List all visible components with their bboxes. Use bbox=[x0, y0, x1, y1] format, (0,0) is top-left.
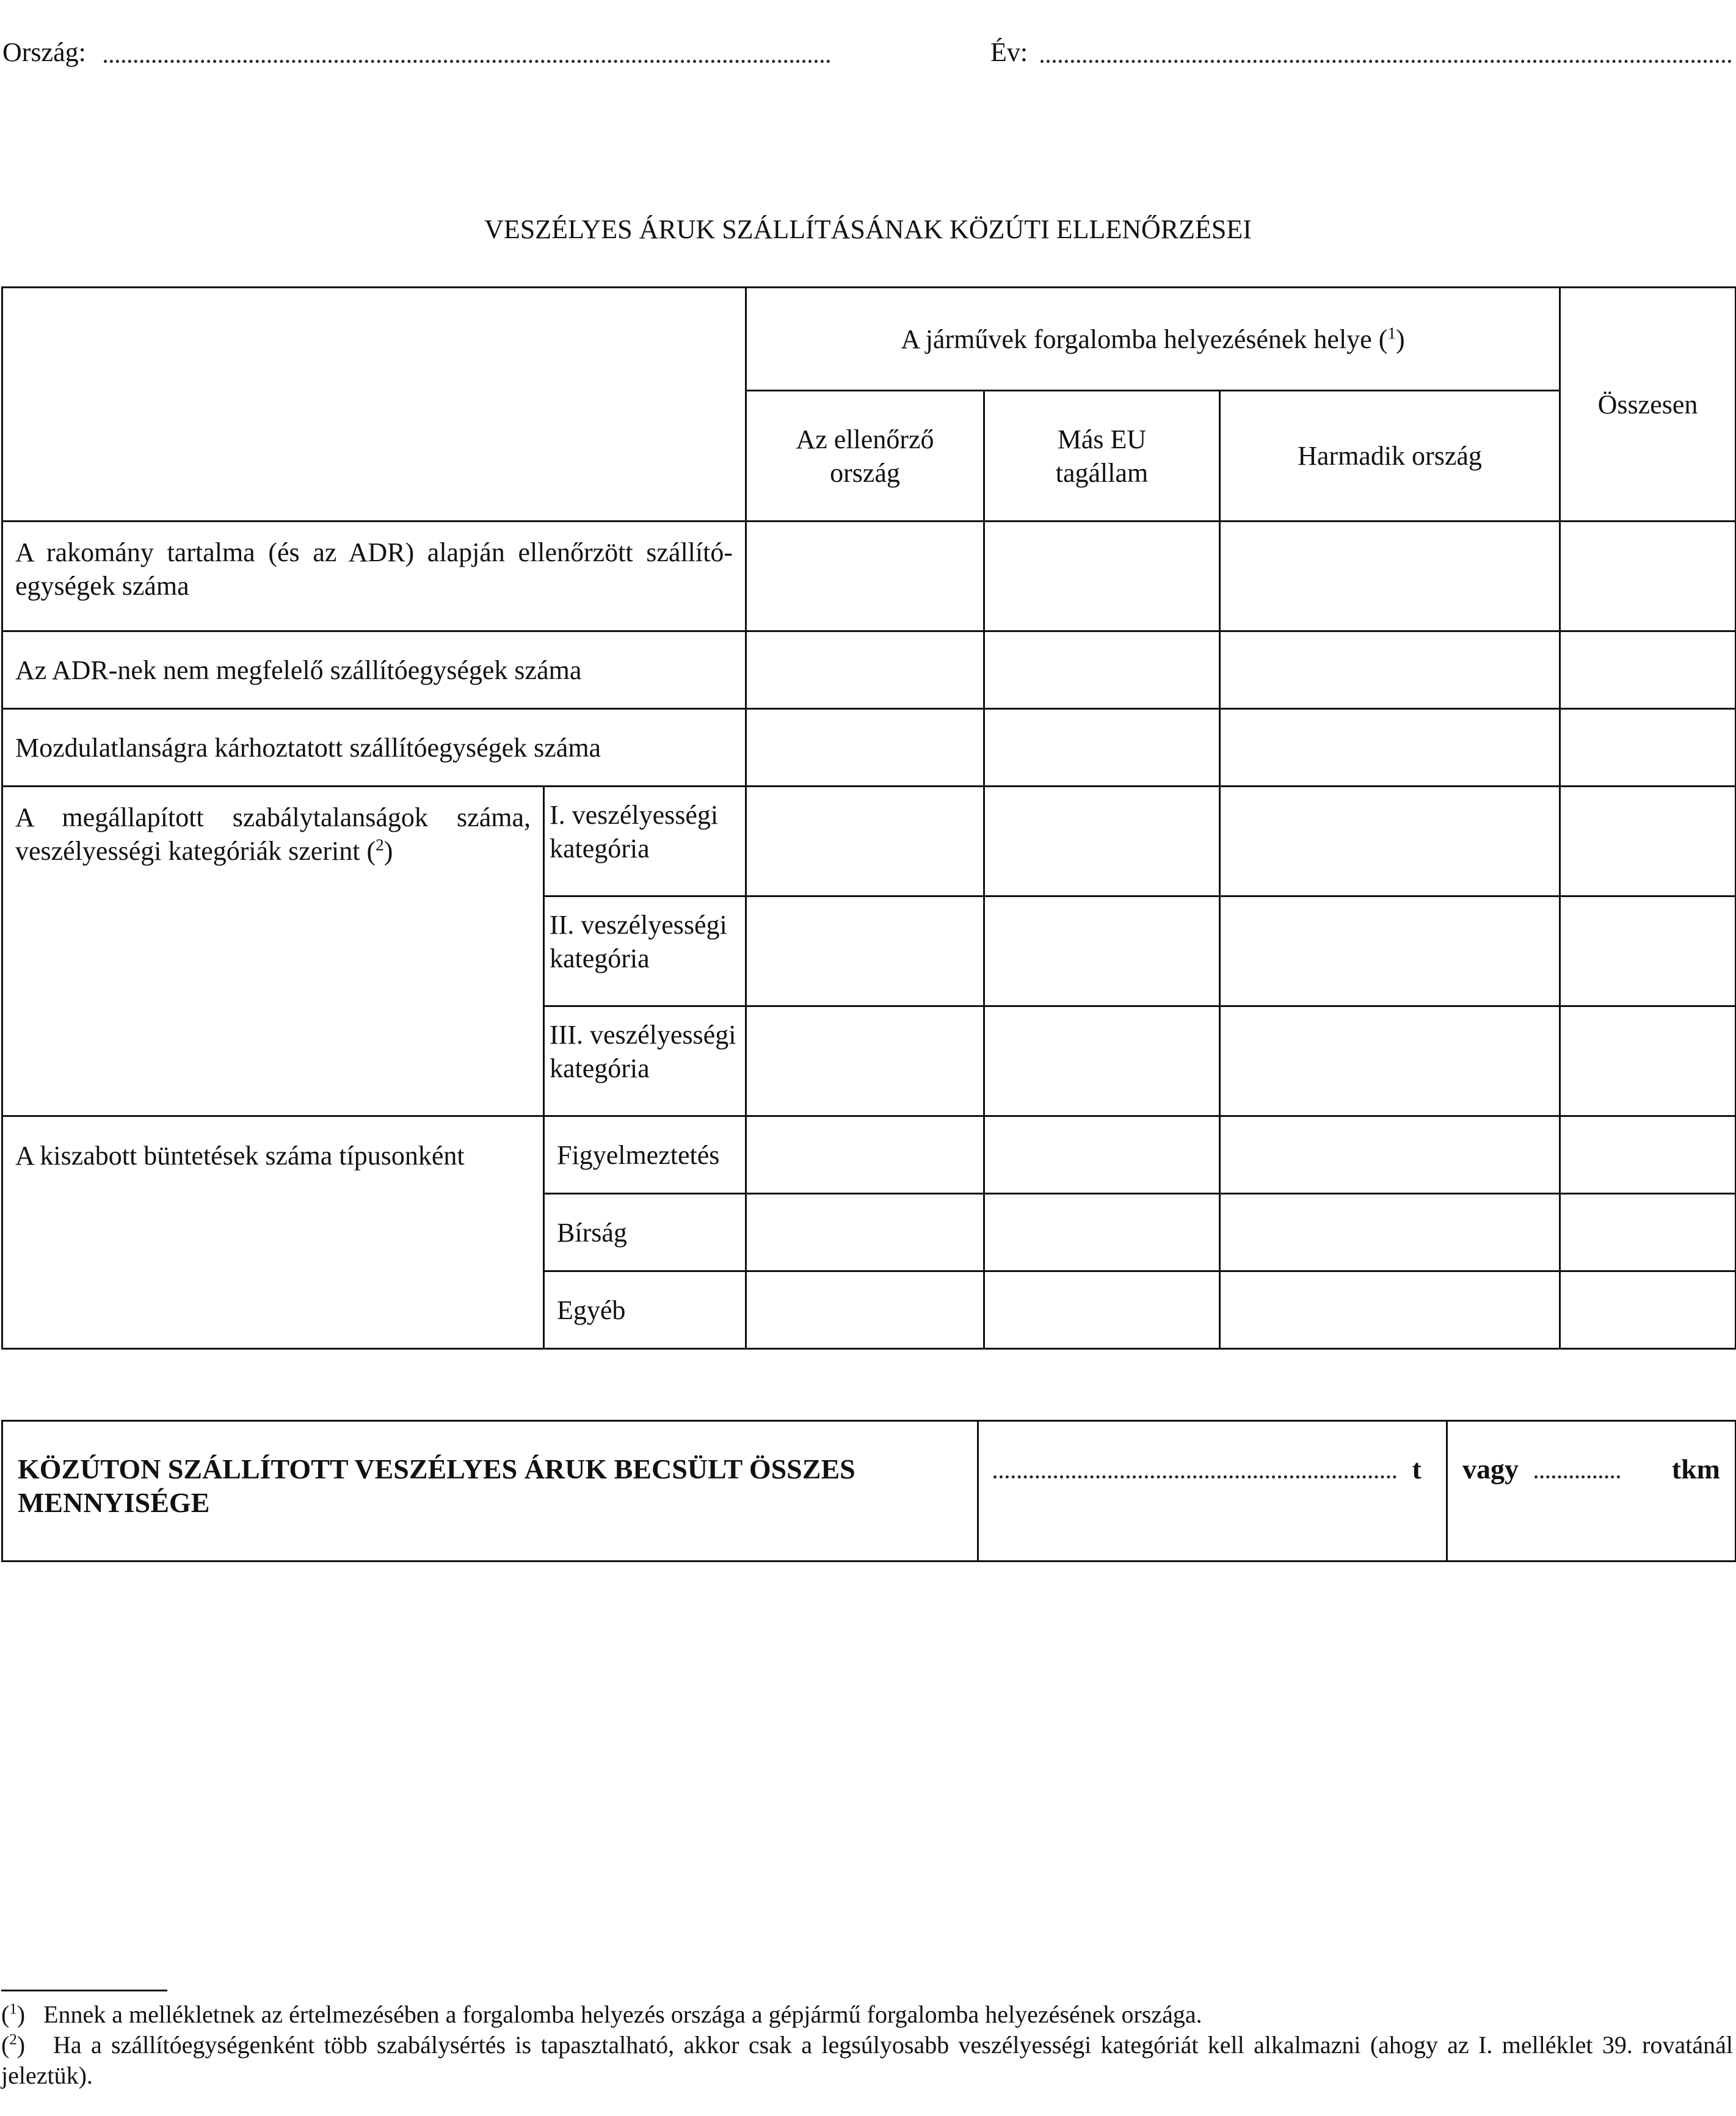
cell[interactable] bbox=[1560, 787, 1736, 896]
unit-tkm: tkm bbox=[1671, 1453, 1720, 1485]
header-blank-cell bbox=[2, 288, 746, 522]
penalty-warning-label: Figyelmeztetés bbox=[544, 1116, 746, 1194]
cell[interactable] bbox=[746, 1271, 984, 1349]
col-other-eu: Más EU tagállam bbox=[984, 391, 1220, 522]
cell[interactable] bbox=[746, 1116, 984, 1194]
table-row bbox=[2, 1116, 1736, 1194]
cell[interactable] bbox=[1220, 896, 1560, 1006]
cell[interactable] bbox=[1220, 1271, 1560, 1349]
tonnes-cell[interactable] bbox=[978, 1421, 1447, 1562]
unit-t: t bbox=[1412, 1453, 1422, 1485]
cell[interactable] bbox=[984, 787, 1220, 896]
cell[interactable] bbox=[984, 1116, 1220, 1194]
col-third-country: Harmadik ország bbox=[1220, 391, 1560, 522]
row-non-compliant-units: Az ADR-nek nem megfelelő szállítóegységek száma bbox=[2, 631, 746, 709]
cell[interactable] bbox=[746, 1006, 984, 1116]
cell[interactable] bbox=[746, 1194, 984, 1271]
table-row bbox=[2, 631, 1736, 709]
cell[interactable] bbox=[746, 631, 984, 709]
category-1-label: I. veszélyességi kategória bbox=[544, 787, 746, 896]
total-header: Összesen bbox=[1560, 288, 1736, 522]
cell[interactable] bbox=[1560, 631, 1736, 709]
cell[interactable] bbox=[1220, 1194, 1560, 1271]
cell[interactable] bbox=[746, 787, 984, 896]
cell[interactable] bbox=[984, 896, 1220, 1006]
cell[interactable] bbox=[1220, 1006, 1560, 1116]
tkm-field[interactable] bbox=[1534, 1475, 1620, 1478]
tkm-cell[interactable] bbox=[1447, 1421, 1736, 1562]
total-quantity-label: KÖZÚTON SZÁLLÍTOTT VESZÉLYES ÁRUK BECSÜLT ÖSSZES MENNYISÉGE bbox=[2, 1421, 978, 1562]
group-header: A járművek forgalomba helyezésének helye ($^1$) bbox=[746, 288, 1560, 391]
cell[interactable] bbox=[1560, 1116, 1736, 1194]
col-own-country: Az ellenőrző ország bbox=[746, 391, 984, 522]
cell[interactable] bbox=[1220, 631, 1560, 709]
cell[interactable] bbox=[1220, 787, 1560, 896]
year-label: Év: bbox=[990, 37, 1028, 67]
penalty-other-label: Egyéb bbox=[544, 1271, 746, 1349]
row-checked-units: A rakomány tartalma (és az ADR) alapján ellenőrzött szállítóegységek száma bbox=[2, 522, 746, 631]
cell[interactable] bbox=[746, 896, 984, 1006]
inspection-table bbox=[1, 286, 1736, 1350]
cell[interactable] bbox=[1560, 896, 1736, 1006]
cell[interactable] bbox=[1220, 522, 1560, 631]
year-field[interactable] bbox=[1041, 60, 1732, 63]
cell[interactable] bbox=[984, 709, 1220, 787]
cell[interactable] bbox=[984, 1006, 1220, 1116]
or-label: vagy bbox=[1462, 1453, 1519, 1485]
table-row bbox=[2, 709, 1736, 787]
cell[interactable] bbox=[746, 522, 984, 631]
cell[interactable] bbox=[1560, 1006, 1736, 1116]
footnote-separator bbox=[1, 1990, 167, 1991]
row-immobilised-units: Mozdulatlanságra kárhoztatott szállítóegységek száma bbox=[2, 709, 746, 787]
cell[interactable] bbox=[1560, 522, 1736, 631]
cell[interactable] bbox=[1220, 709, 1560, 787]
cell[interactable] bbox=[746, 709, 984, 787]
footnote-2: ($^2$) Ha a szállítóegységenként több szabálysértés is tapasztalható, akkor csak a legsúlyosabb veszélyességi kategóriát kell alkalmazni (ahogy az I. melléklet 39. rovatánál jeleztük). bbox=[1, 2031, 1733, 2089]
cell[interactable] bbox=[984, 1271, 1220, 1349]
category-2-label: II. veszélyességi kategória bbox=[544, 896, 746, 1006]
row-infringements-label: A megállapított szabálytalanságok száma, veszélyességi kategóriák szerint ($^2$) bbox=[2, 787, 544, 1116]
penalty-fine-label: Bírság bbox=[544, 1194, 746, 1271]
footnote-1: ($^1$) Ennek a mellékletnek az értelmezésében a forgalomba helyezés országa a gépjármű forgalomba helyezésének országa. bbox=[1, 2001, 1202, 2028]
total-quantity-table bbox=[1, 1420, 1736, 1562]
cell[interactable] bbox=[1560, 1194, 1736, 1271]
cell[interactable] bbox=[984, 1194, 1220, 1271]
cell[interactable] bbox=[1220, 1116, 1560, 1194]
row-penalties-label: A kiszabott büntetések száma típusonként bbox=[2, 1116, 544, 1349]
cell[interactable] bbox=[1560, 1271, 1736, 1349]
cell[interactable] bbox=[984, 631, 1220, 709]
category-3-label: III. veszélyességi kategória bbox=[544, 1006, 746, 1116]
cell[interactable] bbox=[984, 522, 1220, 631]
page-title: VESZÉLYES ÁRUK SZÁLLÍTÁSÁNAK KÖZÚTI ELLENŐRZÉSEI bbox=[484, 214, 1252, 244]
cell[interactable] bbox=[1560, 709, 1736, 787]
table-row bbox=[2, 522, 1736, 631]
country-field[interactable] bbox=[104, 60, 830, 63]
table-row bbox=[2, 787, 1736, 896]
country-label: Ország: bbox=[2, 37, 86, 67]
tonnes-field[interactable] bbox=[993, 1475, 1396, 1478]
